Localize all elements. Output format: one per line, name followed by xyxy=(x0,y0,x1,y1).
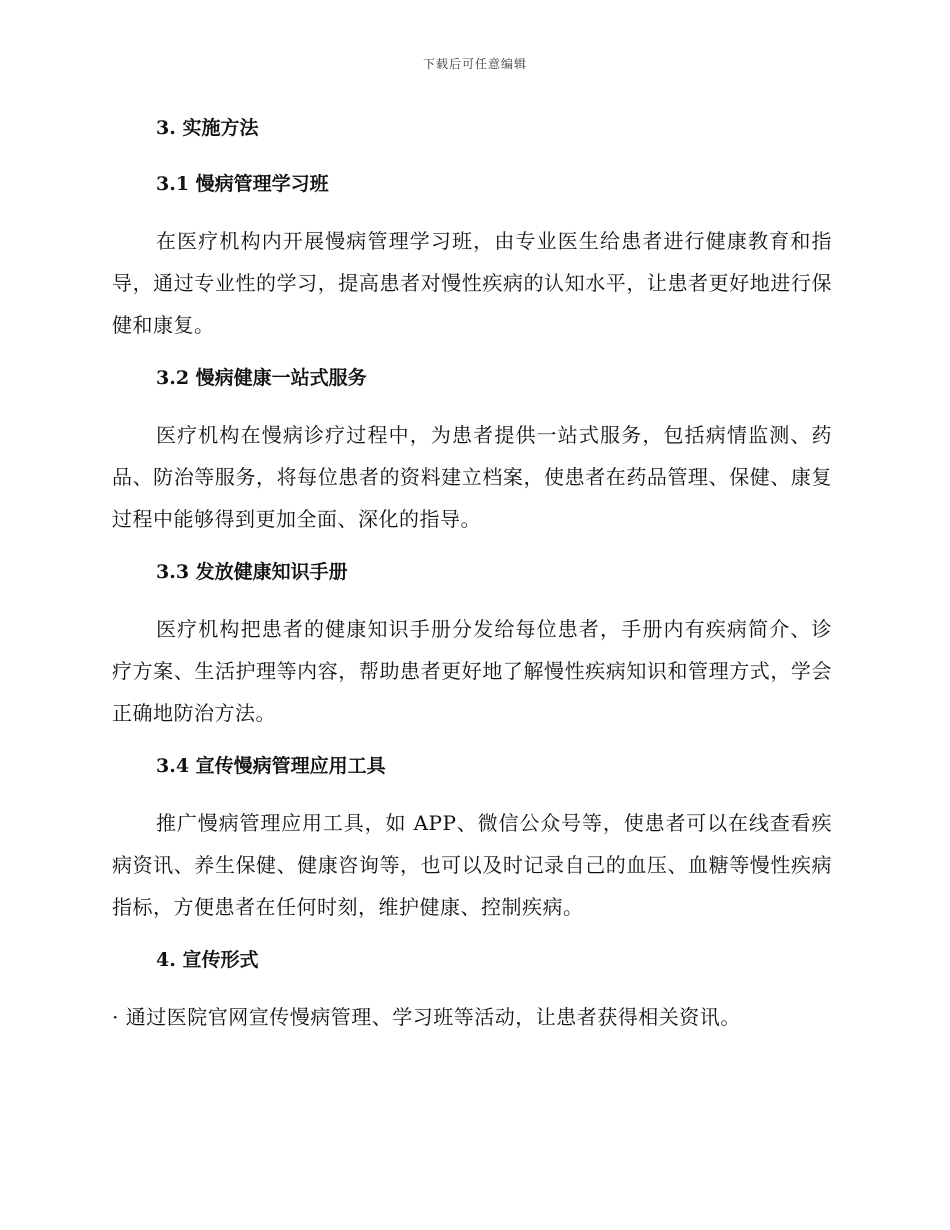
section-heading-3: 3. 实施方法 xyxy=(156,117,259,139)
paragraph-3-3: 医疗机构把患者的健康知识手册分发给每位患者，手册内有疾病简介、诊疗方案、生活护理等内容，帮助患者更好地了解慢性疾病知识和管理方式，学会正确地防治方法。 xyxy=(112,617,832,725)
section-heading-3-2: 3.2 慢病健康一站式服务 xyxy=(156,367,367,389)
document-body xyxy=(112,108,832,1038)
paragraph-3-2: 医疗机构在慢病诊疗过程中，为患者提供一站式服务，包括病情监测、药品、防治等服务，将每位患者的资料建立档案，使患者在药品管理、保健、康复过程中能够得到更加全面、深化的指导。 xyxy=(112,423,832,531)
section-heading-3-3: 3.3 发放健康知识手册 xyxy=(156,561,348,583)
header-note: 下载后可任意编辑 xyxy=(422,57,527,71)
paragraph-3-4: 推广慢病管理应用工具，如 APP、微信公众号等，使患者可以在线查看疾病资讯、养生保健、健康咨询等，也可以及时记录自己的血压、血糖等慢性疾病指标，方便患者在任何时刻，维护健康、控制疾病。 xyxy=(112,811,832,919)
paragraph-3-1: 在医疗机构内开展慢病管理学习班，由专业医生给患者进行健康教育和指导，通过专业性的学习，提高患者对慢性疾病的认知水平，让患者更好地进行保健和康复。 xyxy=(112,229,832,337)
section-heading-3-1: 3.1 慢病管理学习班 xyxy=(156,173,329,195)
bullet-item: · 通过医院官网宣传慢病管理、学习班等活动，让患者获得相关资讯。 xyxy=(112,1005,741,1029)
section-heading-4: 4. 宣传形式 xyxy=(156,949,259,971)
section-heading-3-4: 3.4 宣传慢病管理应用工具 xyxy=(156,755,386,777)
